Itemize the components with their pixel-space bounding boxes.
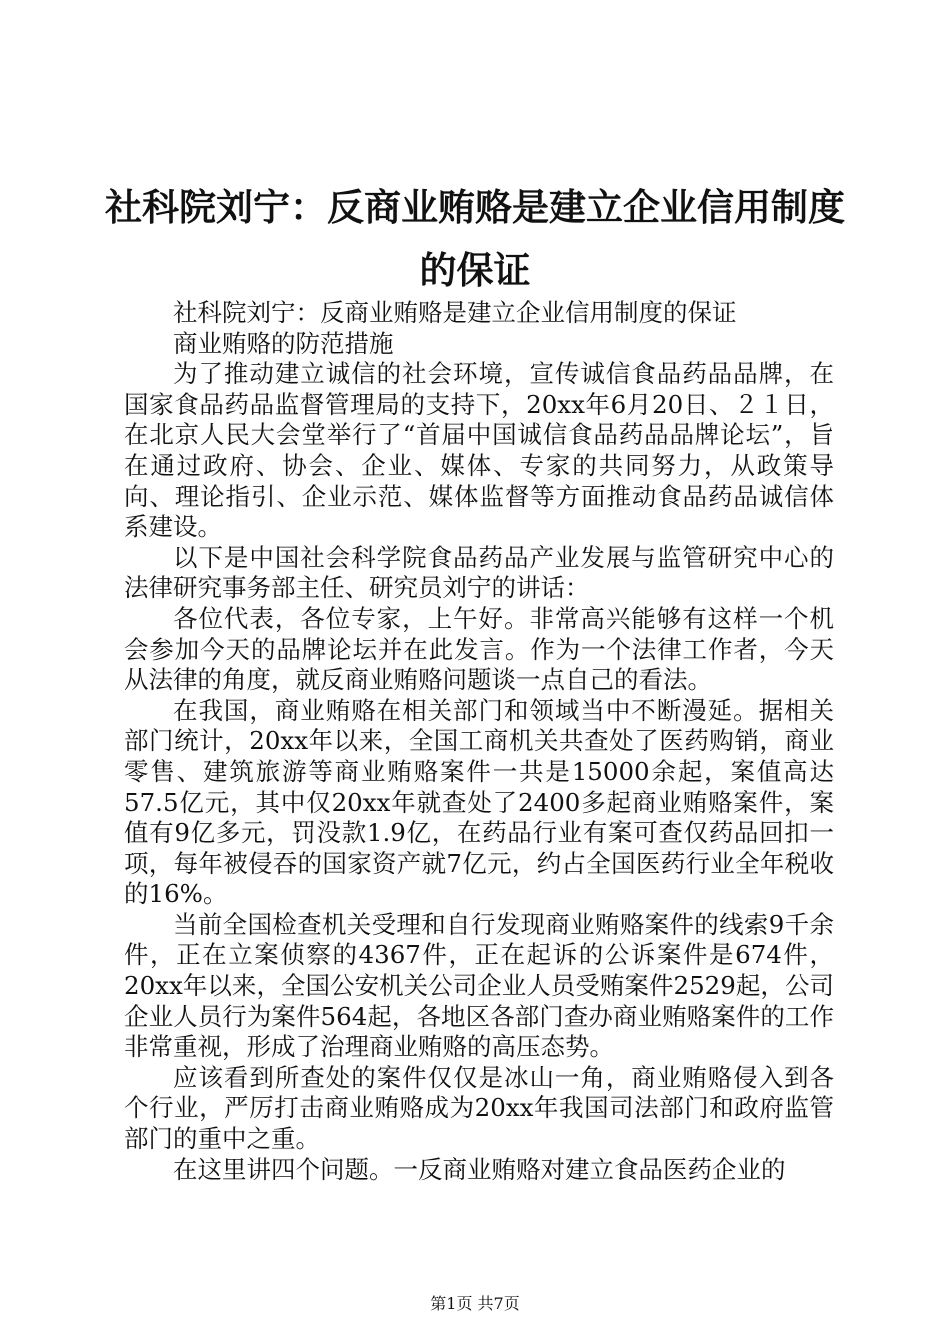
paragraph-iceberg: 应该看到所查处的案件仅仅是冰山一角，商业贿赂侵入到各个行业，严厉打击商业贿赂成为20xx年我国司法部门和政府监管部门的重中之重。: [124, 1062, 834, 1154]
paragraph-four-issues: 在这里讲四个问题。一反商业贿赂对建立食品医药企业的: [173, 1154, 786, 1184]
paragraph-prosecution: 当前全国检查机关受理和自行发现商业贿赂案件的线索9千余件，正在立案侦察的4367件，正在起诉的公诉案件是674件，20xx年以来，全国公安机关公司企业人员受贿案件2529起，公司企业人员行为案件564起，各地区各部门查办商业贿赂案件的工作非常重视，形成了治理商业贿赂的高压态势。: [124, 909, 834, 1062]
page-number-footer: 第1页 共7页: [430, 1294, 520, 1313]
paragraph-forum-intro: 为了推动建立诚信的社会环境，宣传诚信食品药品品牌，在国家食品药品监督管理局的支持下，20xx年6月20日、２１日，在北京人民大会堂举行了“首届中国诚信食品药品品牌论坛”，旨在通过政府、协会、企业、媒体、专家的共同努力，从政策导向、理论指引、企业示范、媒体监督等方面推动食品药品诚信体系建设。: [124, 359, 834, 542]
document-body: [124, 298, 834, 1185]
document-title: 社科院刘宁：反商业贿赂是建立企业信用制度的保证: [105, 186, 845, 292]
paragraph-speaker-intro: 以下是中国社会科学院食品药品产业发展与监管研究中心的法律研究事务部主任、研究员刘宁的讲话：: [124, 542, 834, 603]
paragraph-greeting: 各位代表，各位专家，上午好。非常高兴能够有这样一个机会参加今天的品牌论坛并在此发言。作为一个法律工作者，今天从法律的角度，就反商业贿赂问题谈一点自己的看法。: [124, 603, 834, 695]
paragraph-subheading: 商业贿赂的防范措施: [173, 328, 394, 358]
paragraph-repeat-title: 社科院刘宁：反商业贿赂是建立企业信用制度的保证: [173, 298, 737, 327]
paragraph-statistics: 在我国，商业贿赂在相关部门和领域当中不断漫延。据相关部门统计，20xx年以来，全国工商机关共查处了医药购销，商业零售、建筑旅游等商业贿赂案件一共是15000余起，案值高达57.5亿元，其中仅20xx年就查处了2400多起商业贿赂案件，案值有9亿多元，罚没款1.9亿，在药品行业有案可查仅药品回扣一项，每年被侵吞的国家资产就7亿元，约占全国医药行业全年税收的16%。: [124, 695, 834, 909]
